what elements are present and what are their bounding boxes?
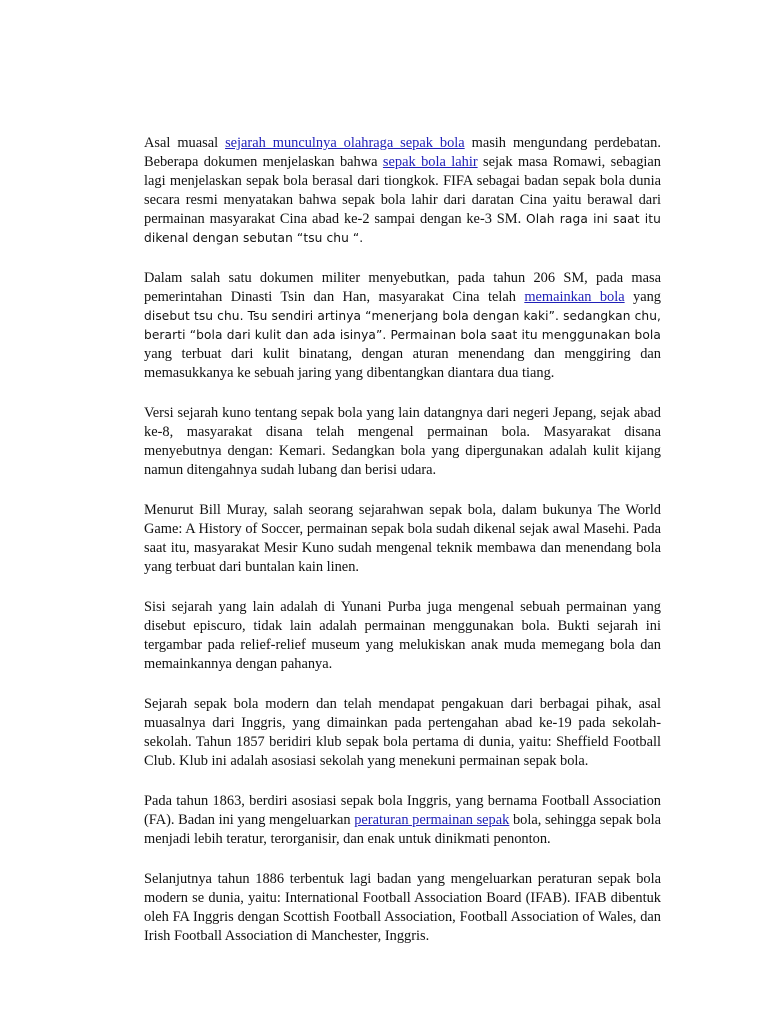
- article-body: [144, 134, 661, 967]
- link-sepak-bola-lahir[interactable]: sepak bola lahir: [382, 154, 478, 170]
- paragraph-4: Menurut Bill Muray, salah seorang sejarahwan sepak bola, dalam bukunya The World Game: A History of Soccer, permainan sepak bola sudah dikenal sejak awal Masehi. Pada saat itu, masyarakat Mesir Kuno sudah mengenal teknik membawa dan menendang bola yang terbuat dari buntalan kain linen.: [144, 502, 661, 575]
- paragraph-3: Versi sejarah kuno tentang sepak bola yang lain datangnya dari negeri Jepang, sejak abad ke-8, masyarakat disana telah mengenal permainan bola. Masyarakat disana menyebutnya dengan: Kemari. Sedangkan bola yang dipergunakan adalah kulit kijang namun ditengahnya sudah lubang dan berisi udara.: [144, 405, 661, 478]
- paragraph-2-text-c: disebut tsu chu. Tsu sendiri artinya “menerjang bola dengan kaki”. sedangkan chu, berarti “bola dari kulit dan ada isinya”. Permainan bola saat itu menggunakan bola: [144, 309, 661, 342]
- paragraph-6: Sejarah sepak bola modern dan telah mendapat pengakuan dari berbagai pihak, asal muasalnya dari Inggris, yang dimainkan pada pertengahan abad ke-19 pada sekolah-sekolah. Tahun 1857 beridiri klub sepak bola pertama di dunia, yaitu: Sheffield Football Club. Klub ini adalah asosiasi sekolah yang menekuni permainan sepak bola.: [144, 696, 661, 769]
- link-sejarah-sepak-bola[interactable]: sejarah munculnya olahraga sepak bola: [225, 135, 465, 151]
- paragraph-2: [144, 269, 661, 383]
- paragraph-2-text-d: yang terbuat dari kulit binatang, dengan aturan menendang dan menggiring dan memasukkanya ke sebuah jaring yang dibentangkan diantara dua tiang.: [144, 346, 661, 381]
- paragraph-1-text-a: Asal muasal: [144, 135, 226, 151]
- paragraph-5: Sisi sejarah yang lain adalah di Yunani Purba juga mengenal sebuah permainan yang disebut episcuro, tidak lain adalah permainan menggunakan bola. Bukti sejarah ini tergambar pada relief-relief museum yang melukiskan anak muda memegang bola dan memainkannya dengan pahanya.: [144, 599, 661, 672]
- paragraph-7-text-b: bola, sehingga sepak bola menjadi lebih teratur, terorganisir, dan enak untuk dinikmati penonton.: [144, 812, 661, 847]
- paragraph-1-text-c: sejak masa Romawi, sebagian lagi menjelaskan sepak bola berasal dari tiongkok. FIFA sebagai badan sepak bola dunia secara resmi menyatakan bahwa sepak bola lahir dari daratan Cina yaitu berawal dari permainan masyarakat Cina abad ke-2 sampai dengan ke-3 SM.: [144, 154, 661, 227]
- link-peraturan-permainan-sepak[interactable]: peraturan permainan sepak: [354, 812, 510, 828]
- link-memainkan-bola[interactable]: memainkan bola: [524, 289, 625, 305]
- paragraph-7: [144, 792, 661, 849]
- paragraph-1-text-b: masih mengundang perdebatan. Beberapa dokumen menjelaskan bahwa: [144, 135, 661, 170]
- paragraph-2-text-a: Dalam salah satu dokumen militer menyebutkan, pada tahun 206 SM, pada masa pemerintahan Dinasti Tsin dan Han, masyarakat Cina telah: [144, 270, 661, 305]
- paragraph-7-text-a: Pada tahun 1863, berdiri asosiasi sepak bola Inggris, yang bernama Football Association (FA). Badan ini yang mengeluarkan: [144, 793, 661, 828]
- paragraph-8: Selanjutnya tahun 1886 terbentuk lagi badan yang mengeluarkan peraturan sepak bola modern se dunia, yaitu: International Football Association Board (IFAB). IFAB dibentuk oleh FA Inggris dengan Scottish Football Association, Football Association of Wales, dan Irish Football Association di Manchester, Inggris.: [144, 871, 661, 944]
- paragraph-1-text-d: Olah raga ini saat itu dikenal dengan sebutan “tsu chu “.: [144, 212, 661, 245]
- paragraph-2-text-b: yang: [624, 289, 661, 305]
- paragraph-1: [144, 134, 661, 248]
